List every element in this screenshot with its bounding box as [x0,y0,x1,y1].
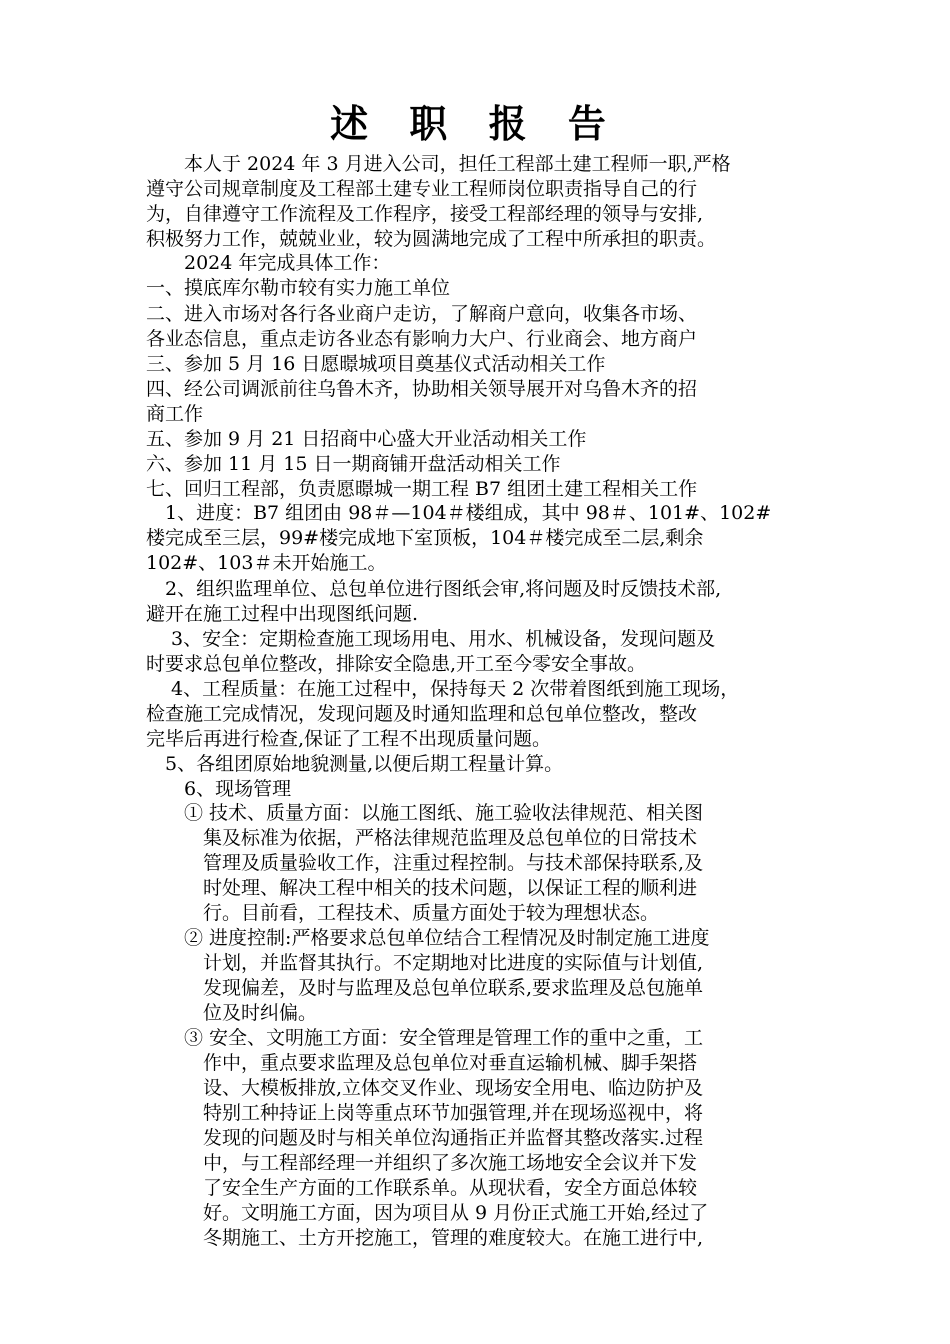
text-line: 为，自律遵守工作流程及工作程序，接受工程部经理的领导与安排, [146,203,704,225]
text-line: 作中，重点要求监理及总包单位对垂直运输机械、脚手架搭 [146,1052,698,1074]
text-line: 五、参加 9 月 21 日招商中心盛大开业活动相关工作 [146,428,587,450]
text-line: 位及时纠偏。 [146,1002,318,1024]
text-line: 好。文明施工方面，因为项目从 9 月份正式施工开始,经过了 [146,1202,709,1224]
text-line: 时要求总包单位整改，排除安全隐患,开工至今零安全事故。 [146,653,647,675]
text-line: 2、组织监理单位、总包单位进行图纸会审,将问题及时反馈技术部, [146,578,722,600]
text-line: 检查施工完成情况，发现问题及时通知监理和总包单位整改，整改 [146,703,698,725]
text-line: 2024 年完成具体工作： [146,252,391,274]
text-line: 一、摸底库尔勒市较有实力施工单位 [146,277,451,299]
text-line: 各业态信息，重点走访各业态有影响力大户、行业商会、地方商户 [146,328,698,350]
text-line: 中，与工程部经理一并组织了多次施工场地安全会议并下发 [146,1152,698,1174]
text-line: 3、安全：定期检查施工现场用电、用水、机械设备，发现问题及 [146,628,716,650]
text-line: 商工作 [146,403,204,425]
text-line: 6、现场管理 [146,778,292,800]
text-line: 楼完成至三层，99#楼完成地下室顶板，104＃楼完成至二层,剩余 [146,527,704,549]
text-line: 避开在施工过程中出现图纸问题. [146,603,419,625]
page-title: 述 职 报 告 [330,102,620,146]
text-line: 七、回归工程部，负责愿暻城一期工程 B7 组团土建工程相关工作 [146,478,698,500]
text-line: 完毕后再进行检查,保证了工程不出现质量问题。 [146,728,552,750]
text-line: 行。目前看，工程技术、质量方面处于较为理想状态。 [146,902,660,924]
text-line: 六、参加 11 月 15 日一期商铺开盘活动相关工作 [146,453,561,475]
text-line: 管理及质量验收工作，注重过程控制。与技术部保持联系,及 [146,852,704,874]
text-line: 积极努力工作，兢兢业业，较为圆满地完成了工程中所承担的职责。 [146,228,717,250]
text-line: 时处理、解决工程中相关的技术问题，以保证工程的顺利进 [146,877,698,899]
text-line: 计划，并监督其执行。不定期地对比进度的实际值与计划值, [146,952,704,974]
text-line: 二、进入市场对各行各业商户走访，了解商户意向，收集各市场、 [146,303,698,325]
text-line: ② 进度控制:严格要求总包单位结合工程情况及时制定施工进度 [146,927,710,949]
text-line: 4、工程质量：在施工过程中，保持每天 2 次带着图纸到施工现场， [146,678,740,700]
text-line: 1、进度：B7 组团由 98＃—104＃楼组成，其中 98＃、101#、102# [146,502,772,524]
text-line: 5、各组团原始地貌测量,以便后期工程量计算。 [146,753,564,775]
text-line: 发现的问题及时与相关单位沟通指正并监督其整改落实.过程 [146,1127,704,1149]
text-line: 发现偏差，及时与监理及总包单位联系,要求监理及总包施单 [146,977,704,999]
text-line: 设、大模板排放,立体交叉作业、现场安全用电、临边防护及 [146,1077,704,1099]
text-line: 本人于 2024 年 3 月进入公司，担任工程部土建工程师一职,严格 [146,153,731,175]
text-line: 遵守公司规章制度及工程部土建专业工程师岗位职责指导自己的行 [146,178,698,200]
text-line: 集及标准为依据，严格法律规范监理及总包单位的日常技术 [146,827,698,849]
text-line: 了安全生产方面的工作联系单。从现状看，安全方面总体较 [146,1177,698,1199]
text-line: 冬期施工、土方开挖施工，管理的难度较大。在施工进行中, [146,1227,704,1249]
text-line: 102#、103＃未开始施工。 [146,552,387,574]
text-line: ③ 安全、文明施工方面：安全管理是管理工作的重中之重，工 [146,1027,704,1049]
text-line: 特别工种持证上岗等重点环节加强管理,并在现场巡视中，将 [146,1102,704,1124]
text-line: ① 技术、质量方面：以施工图纸、施工验收法律规范、相关图 [146,802,704,824]
text-line: 四、经公司调派前往乌鲁木齐，协助相关领导展开对乌鲁木齐的招 [146,378,698,400]
text-line: 三、参加 5 月 16 日愿暻城项目奠基仪式活动相关工作 [146,353,606,375]
